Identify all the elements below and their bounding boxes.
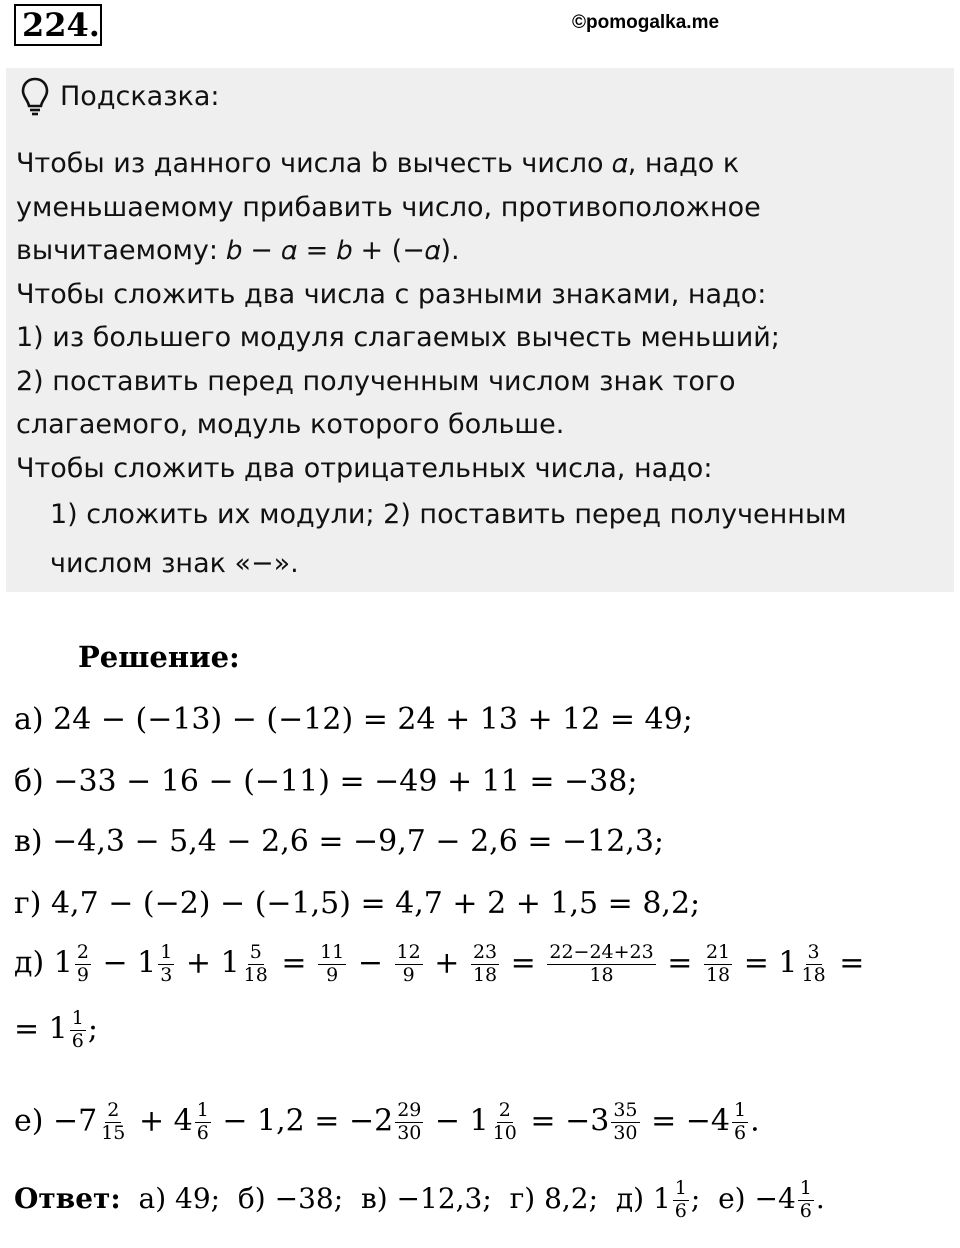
hint-line: уменьшаемому прибавить число, противоположное <box>16 191 761 223</box>
denominator: 18 <box>472 963 498 986</box>
numerator: 1 <box>674 1177 687 1199</box>
operator: = <box>667 945 693 981</box>
hint-line: слагаемого, модуль которого больше. <box>16 409 565 440</box>
denominator: 18 <box>589 963 614 986</box>
lightbulb-icon <box>20 76 50 116</box>
operator: + <box>185 945 212 981</box>
denominator: 9 <box>402 963 415 986</box>
numerator: 1 <box>196 1099 209 1121</box>
numerator: 1 <box>799 1177 812 1199</box>
operator: + <box>434 945 460 981</box>
solution-line-d-continued <box>14 1008 98 1053</box>
numerator: 23 <box>472 941 498 963</box>
denominator: 30 <box>397 1121 422 1144</box>
operator: = <box>839 945 865 981</box>
operator: = <box>510 945 536 981</box>
operator: − <box>102 945 128 981</box>
fraction <box>798 1178 814 1223</box>
fraction <box>99 1100 127 1145</box>
numerator: 1 <box>160 941 173 963</box>
whole-part: 1 <box>778 945 798 981</box>
denominator: 18 <box>705 963 731 986</box>
hint-title: Подсказка: <box>60 80 220 112</box>
hint-header <box>20 76 220 116</box>
numerator: 3 <box>807 941 820 963</box>
whole-part: 1 <box>53 945 73 981</box>
answer-e <box>718 1177 825 1222</box>
watermark: ©pomogalka.me <box>572 12 720 33</box>
hint-line: вычитаемому: 𝑏 − 𝛼 = 𝑏 + (−𝛼). <box>16 235 460 266</box>
hint-line-indented: числом знак «−». <box>50 548 299 579</box>
fraction <box>611 1100 639 1145</box>
numerator: 2 <box>498 1099 511 1121</box>
hint-line-indented: 1) сложить их модули; 2) поставить перед полученным <box>50 499 847 530</box>
fraction <box>673 1178 689 1223</box>
denominator: 9 <box>326 963 339 986</box>
fraction <box>471 942 499 987</box>
hint-line: Чтобы сложить два числа с разными знаками, надо: <box>16 278 767 310</box>
fraction <box>395 942 423 987</box>
answer-line <box>14 1178 825 1223</box>
solution-title: Решение: <box>78 640 240 674</box>
fraction <box>704 942 732 987</box>
denominator: 3 <box>160 963 173 986</box>
denominator: 6 <box>799 1199 812 1222</box>
fraction <box>242 942 270 987</box>
hint-line: 2) поставить перед полученным числом знак того <box>16 365 736 397</box>
page-header <box>0 0 960 60</box>
denominator: 18 <box>243 963 268 986</box>
numerator: 12 <box>396 941 421 963</box>
numerator: 29 <box>397 1099 422 1121</box>
expression: = −3 <box>530 1103 610 1139</box>
numerator: 1 <box>71 1007 84 1029</box>
hint-box <box>6 68 954 592</box>
fraction <box>70 1008 86 1053</box>
hint-line: Чтобы из данного числа b вычесть число 𝛼, надо к <box>16 148 740 179</box>
numerator: 5 <box>249 941 262 963</box>
punctuation: ; <box>690 1181 701 1215</box>
task-number: 224. <box>14 4 102 46</box>
operator: − <box>357 945 383 981</box>
answer-g: г) 8,2; <box>509 1181 599 1215</box>
denominator: 6 <box>71 1029 84 1052</box>
fraction <box>732 1100 748 1145</box>
fraction <box>318 942 346 987</box>
denominator: 6 <box>733 1121 747 1144</box>
item-label: д) <box>14 945 45 981</box>
punctuation: . <box>750 1103 760 1139</box>
denominator: 6 <box>196 1121 209 1144</box>
operator: = <box>743 945 769 981</box>
denominator: 15 <box>101 1121 126 1144</box>
solution-line-e <box>14 1100 760 1145</box>
answer-label: Ответ: <box>14 1181 121 1215</box>
answer-v: в) −12,3; <box>360 1181 492 1215</box>
whole-part: 1 <box>137 945 157 981</box>
operator: = <box>281 945 307 981</box>
denominator: 9 <box>76 963 89 986</box>
numerator: 2 <box>107 1099 120 1121</box>
expression: = −4 <box>651 1103 730 1139</box>
expression: + 4 <box>138 1103 193 1139</box>
answer-d <box>615 1177 701 1222</box>
punctuation: ; <box>87 1011 98 1047</box>
expression: = 1 <box>14 1011 68 1047</box>
denominator: 6 <box>674 1199 687 1222</box>
fraction <box>547 942 655 987</box>
hint-line: 1) из большего модуля слагаемых вычесть меньший; <box>16 322 780 353</box>
expression: д) 1 <box>615 1181 671 1215</box>
fraction <box>799 942 827 987</box>
numerator: 21 <box>705 941 731 963</box>
denominator: 30 <box>613 1121 638 1144</box>
fraction <box>395 1100 423 1145</box>
solution-line-g: г) 4,7 − (−2) − (−1,5) = 4,7 + 2 + 1,5 = 8,2; <box>14 886 701 921</box>
solution-line-d <box>14 942 864 987</box>
numerator: 11 <box>320 941 345 963</box>
fraction <box>75 942 91 987</box>
numerator: 1 <box>733 1099 747 1121</box>
answer-b: б) −38; <box>237 1181 344 1215</box>
expression: − 1 <box>434 1103 489 1139</box>
fraction <box>195 1100 211 1145</box>
solution-line-v: в) −4,3 − 5,4 − 2,6 = −9,7 − 2,6 = −12,3; <box>14 824 665 859</box>
numerator: 35 <box>613 1099 638 1121</box>
answer-a: а) 49; <box>138 1181 221 1215</box>
punctuation: . <box>815 1181 825 1215</box>
whole-part: 1 <box>220 945 240 981</box>
expression: е) −4 <box>718 1181 796 1215</box>
fraction <box>158 942 174 987</box>
expression: − 1,2 = −2 <box>222 1103 394 1139</box>
numerator: 22−24+23 <box>549 941 654 963</box>
fraction <box>491 1100 519 1145</box>
solution-line-b: б) −33 − 16 − (−11) = −49 + 11 = −38; <box>14 764 638 799</box>
denominator: 10 <box>492 1121 517 1144</box>
denominator: 18 <box>801 963 826 986</box>
hint-text <box>16 142 946 588</box>
solution-line-a: а) 24 − (−13) − (−12) = 24 + 13 + 12 = 49; <box>14 702 693 737</box>
hint-line: Чтобы сложить два отрицательных числа, надо: <box>16 452 713 484</box>
expression: е) −7 <box>14 1103 98 1139</box>
numerator: 2 <box>76 941 89 963</box>
